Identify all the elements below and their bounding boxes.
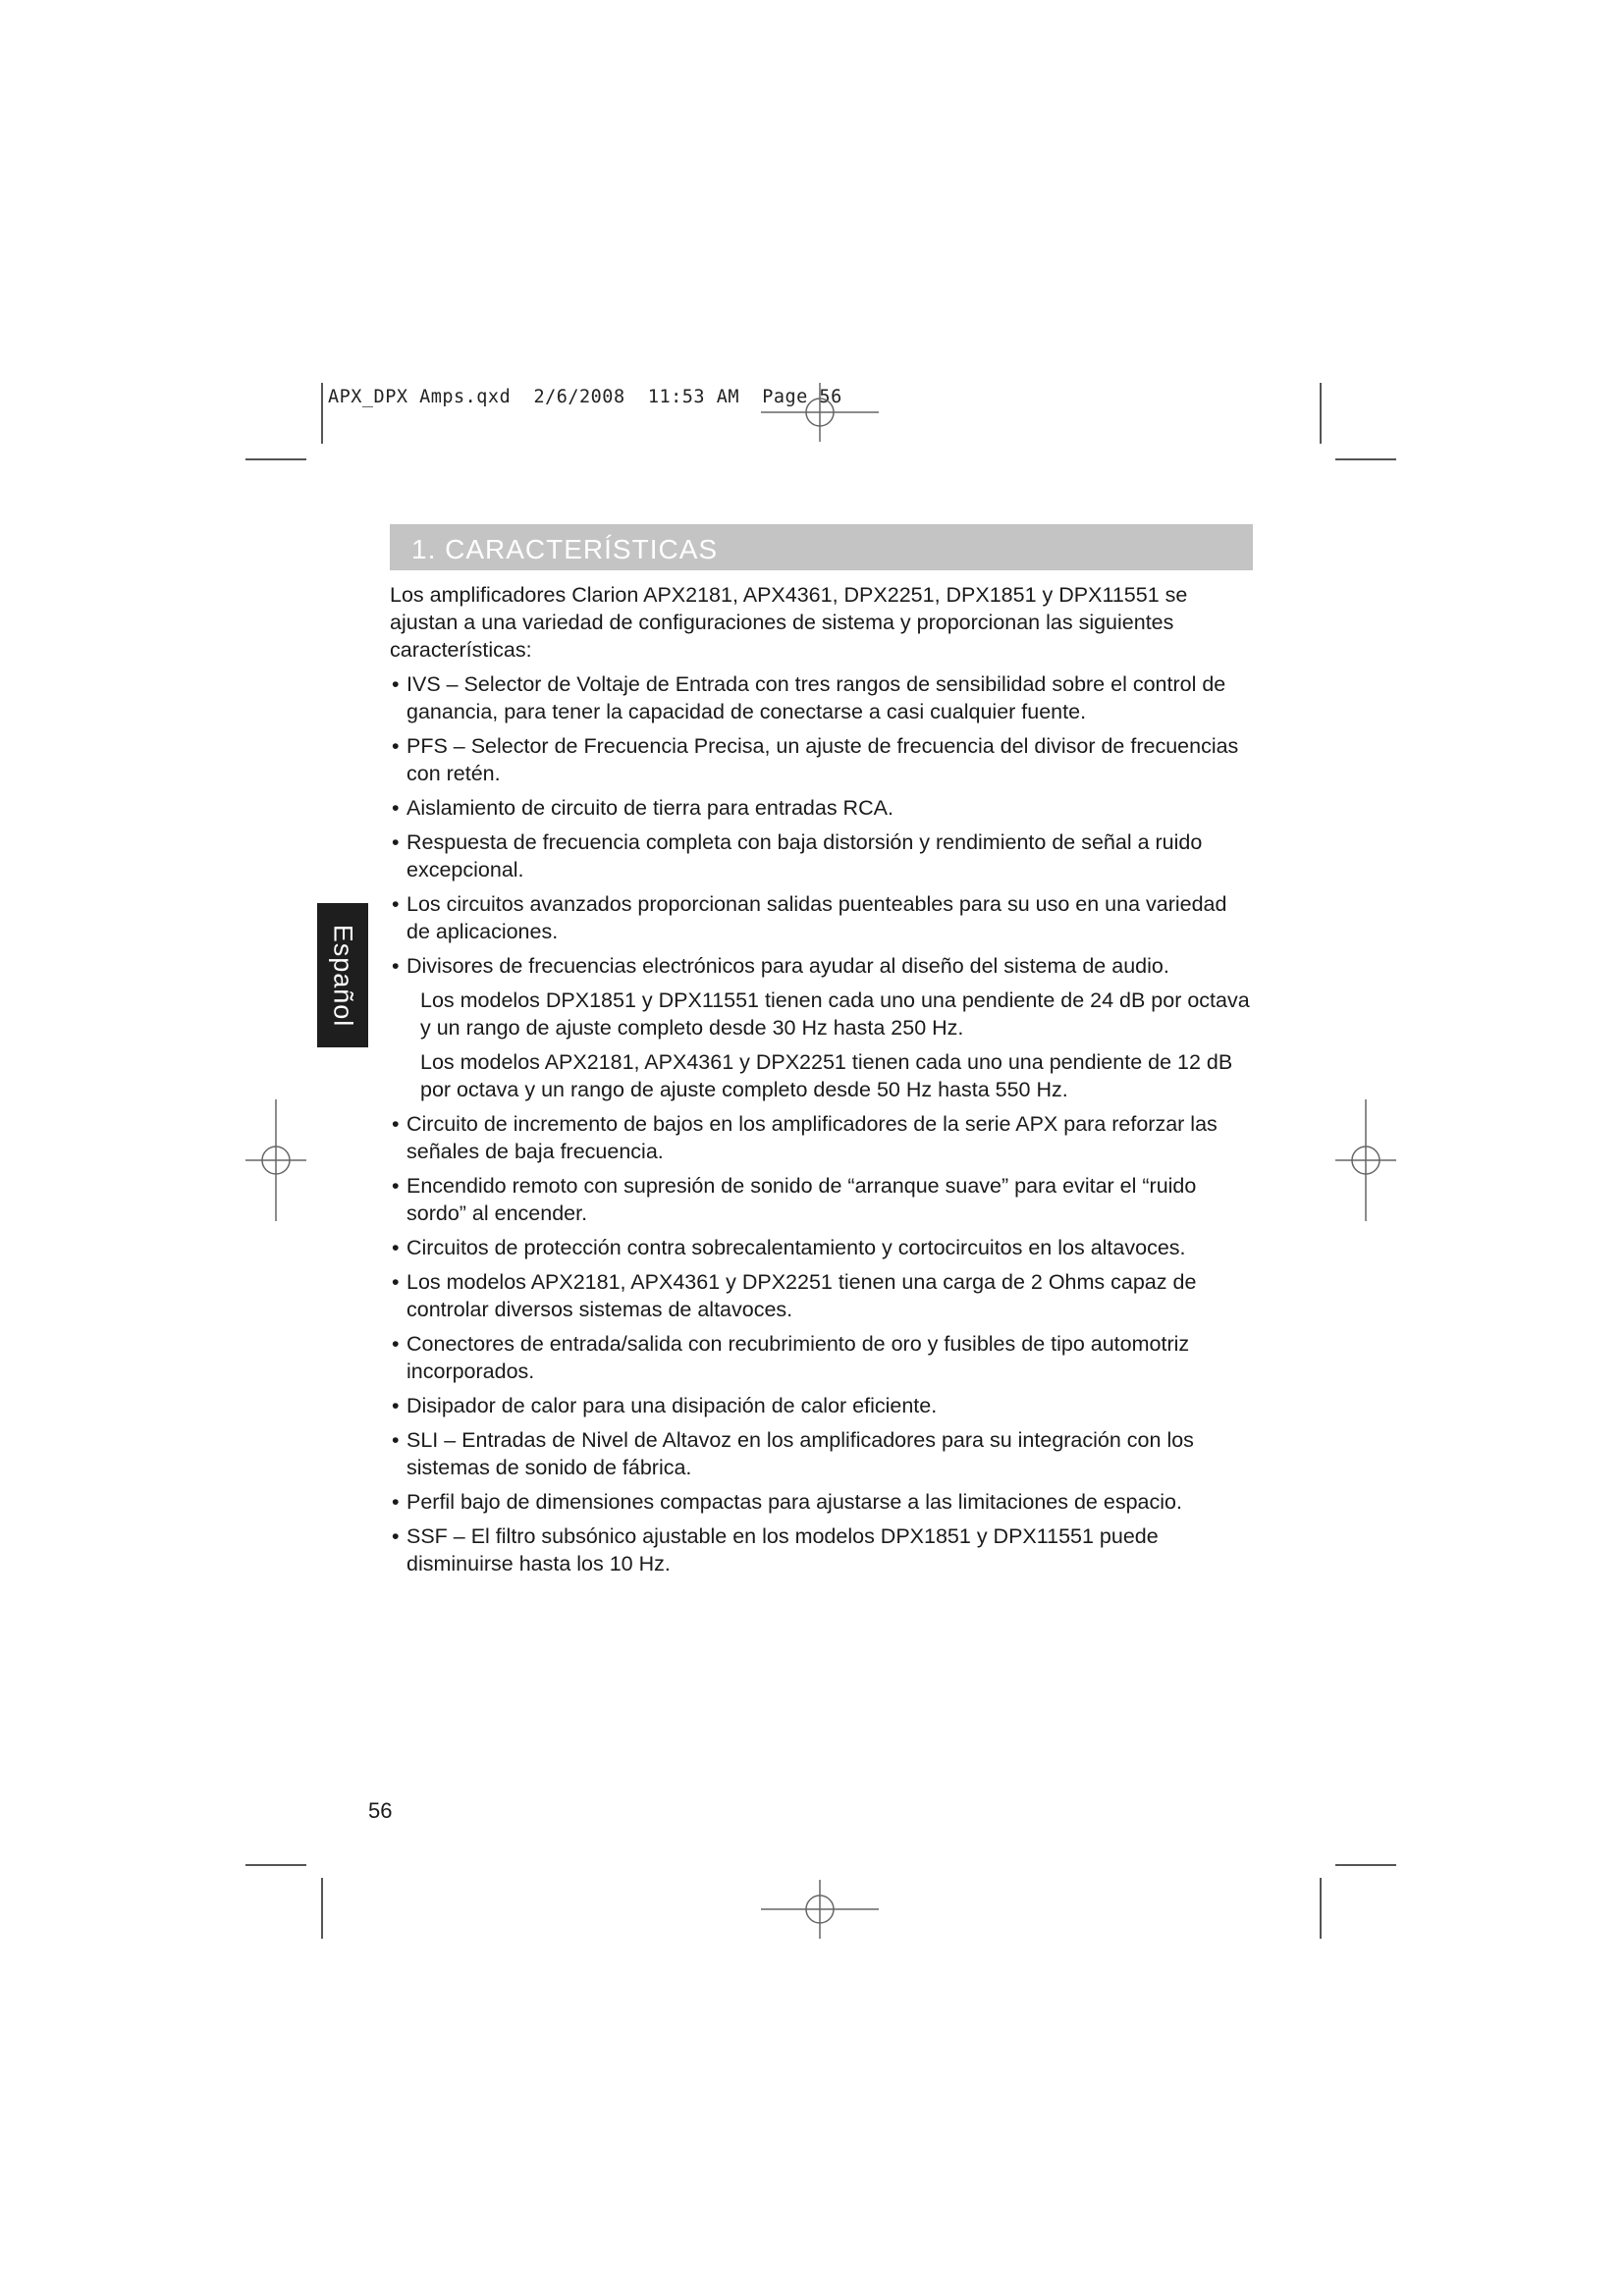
crop-mark-bottom-left-vertical [321, 1878, 323, 1939]
crop-mark-bottom-right-horizontal [1335, 1864, 1396, 1866]
printer-slug: APX_DPX Amps.qxd 2/6/2008 11:53 AM Page 56 [328, 387, 842, 407]
section-title: 1. CARACTERÍSTICAS [411, 534, 719, 564]
bullet: • [392, 1524, 400, 1548]
bullet: • [392, 672, 400, 696]
language-side-tab [317, 903, 368, 1047]
crop-mark-top-left-vertical [321, 383, 323, 444]
feature-text: IVS – Selector de Voltaje de Entrada con tres rangos de sensibilidad sobre el control de ganancia, para tener la capacidad de conectarse a casi cualquier fuente. [406, 672, 1226, 723]
bullet: • [392, 1428, 400, 1452]
bullet: • [392, 1112, 400, 1136]
bullet: • [392, 1394, 400, 1417]
language-side-tab-label: Español [328, 924, 358, 1027]
feature-text: Los circuitos avanzados proporcionan salidas puenteables para su uso en una variedad de aplicaciones. [406, 892, 1227, 943]
feature-item-remote-turn-on [390, 1172, 1254, 1227]
bullet: • [392, 1174, 400, 1198]
feature-text: Circuito de incremento de bajos en los amplificadores de la serie APX para reforzar las señales de baja frecuencia. [406, 1112, 1218, 1163]
crop-mark-bottom-left-horizontal [245, 1864, 306, 1866]
page-number: 56 [368, 1798, 393, 1823]
bullet: • [392, 954, 400, 978]
feature-text: Conectores de entrada/salida con recubrimiento de oro y fusibles de tipo automotriz incorporados. [406, 1332, 1190, 1383]
feature-item-crossovers [390, 952, 1254, 980]
bullet: • [392, 1332, 400, 1356]
feature-text: SLI – Entradas de Nivel de Altavoz en los amplificadores para su integración con los sistemas de sonido de fábrica. [406, 1428, 1194, 1479]
bullet: • [392, 892, 400, 916]
registration-mark-top-icon [761, 383, 879, 442]
feature-item-ivs [390, 670, 1254, 725]
feature-item-heat-sink [390, 1392, 1254, 1419]
feature-item-bridgeable-outputs [390, 890, 1254, 945]
feature-text: Divisores de frecuencias electrónicos para ayudar al diseño del sistema de audio. [406, 954, 1169, 978]
bullet: • [392, 1236, 400, 1259]
crossover-note-dpx: Los modelos DPX1851 y DPX11551 tienen cada uno una pendiente de 24 dB por octava y un rango de ajuste completo desde 30 Hz hasta 250 Hz. [420, 988, 1250, 1040]
crop-mark-top-right-vertical [1320, 383, 1322, 444]
feature-item-pfs [390, 732, 1254, 787]
feature-item-ssf [390, 1522, 1254, 1577]
feature-text: PFS – Selector de Frecuencia Precisa, un ajuste de frecuencia del divisor de frecuencias con retén. [406, 734, 1239, 785]
feature-text: Aislamiento de circuito de tierra para entradas RCA. [406, 796, 893, 820]
feature-text: Circuitos de protección contra sobrecalentamiento y cortocircuitos en los altavoces. [406, 1236, 1186, 1259]
feature-text: Perfil bajo de dimensiones compactas para ajustarse a las limitaciones de espacio. [406, 1490, 1182, 1514]
crop-mark-top-right-horizontal [1335, 458, 1396, 460]
registration-mark-left-icon [245, 1099, 306, 1221]
bullet: • [392, 1490, 400, 1514]
features-content [390, 581, 1254, 1584]
crop-mark-top-left-horizontal [245, 458, 306, 460]
bullet: • [392, 1270, 400, 1294]
bullet: • [392, 830, 400, 854]
feature-text: Disipador de calor para una disipación de calor eficiente. [406, 1394, 938, 1417]
section-header-bar [390, 524, 1253, 570]
feature-item-ground-isolation [390, 794, 1254, 822]
feature-item-protection-circuits [390, 1234, 1254, 1261]
crop-mark-bottom-right-vertical [1320, 1878, 1322, 1939]
registration-mark-bottom-icon [761, 1880, 879, 1939]
intro-paragraph: Los amplificadores Clarion APX2181, APX4361, DPX2251, DPX1851 y DPX11551 se ajustan a una variedad de configuraciones de sistema y proporcionan las siguientes características: [390, 583, 1188, 662]
feature-item-gold-connectors [390, 1330, 1254, 1385]
feature-text: SSF – El filtro subsónico ajustable en los modelos DPX1851 y DPX11551 puede disminuirse hasta los 10 Hz. [406, 1524, 1159, 1575]
bullet: • [392, 734, 400, 758]
crossover-note-apx: Los modelos APX2181, APX4361 y DPX2251 tienen cada uno una pendiente de 12 dB por octava y un rango de ajuste completo desde 50 Hz hasta 550 Hz. [420, 1050, 1233, 1101]
feature-item-sli [390, 1426, 1254, 1481]
feature-item-frequency-response [390, 828, 1254, 883]
bullet: • [392, 796, 400, 820]
feature-text: Los modelos APX2181, APX4361 y DPX2251 tienen una carga de 2 Ohms capaz de controlar diversos sistemas de altavoces. [406, 1270, 1197, 1321]
registration-mark-right-icon [1335, 1099, 1396, 1221]
feature-text: Respuesta de frecuencia completa con baja distorsión y rendimiento de señal a ruido excepcional. [406, 830, 1203, 881]
feature-item-2-ohm-load [390, 1268, 1254, 1323]
feature-item-bass-boost [390, 1110, 1254, 1165]
feature-item-low-profile [390, 1488, 1254, 1516]
feature-text: Encendido remoto con supresión de sonido de “arranque suave” para evitar el “ruido sordo” al encender. [406, 1174, 1197, 1225]
